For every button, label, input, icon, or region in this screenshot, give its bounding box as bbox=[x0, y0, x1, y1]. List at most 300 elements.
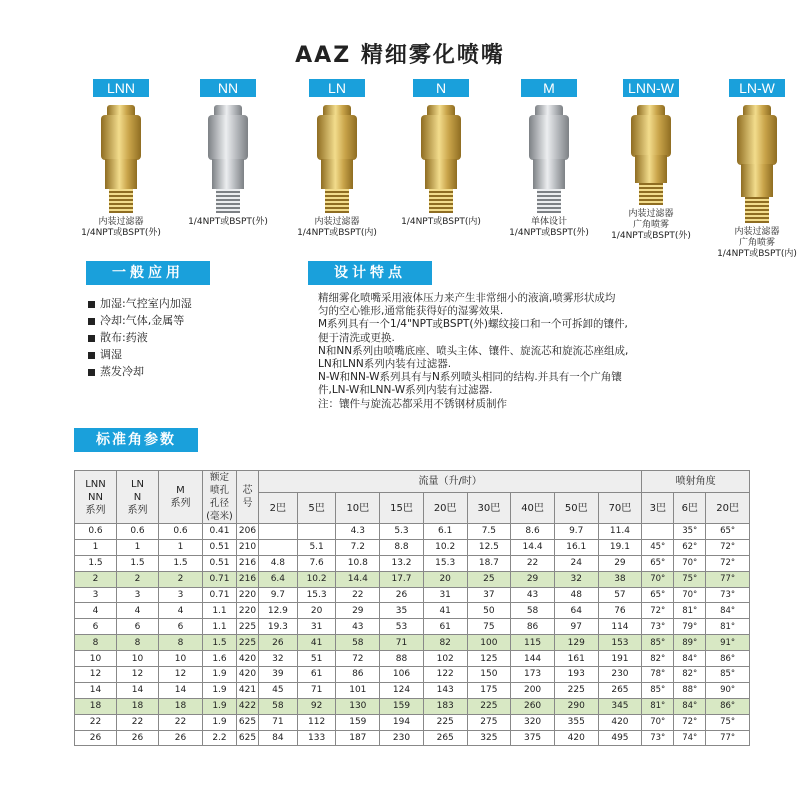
table-cell: 35° bbox=[674, 524, 706, 540]
table-cell: 4.8 bbox=[259, 555, 298, 571]
table-cell: 0.41 bbox=[203, 524, 237, 540]
application-item: 调湿 bbox=[88, 346, 288, 363]
table-cell: 29 bbox=[598, 555, 642, 571]
table-row bbox=[75, 571, 750, 587]
table-cell: 225 bbox=[467, 698, 511, 714]
table-cell: 6.4 bbox=[259, 571, 298, 587]
table-row bbox=[75, 667, 750, 683]
table-cell: 216 bbox=[237, 571, 259, 587]
table-cell: 22 bbox=[511, 555, 555, 571]
nozzle-image bbox=[204, 105, 252, 213]
table-cell bbox=[259, 539, 298, 555]
applications-title: 一般应用 bbox=[86, 261, 210, 285]
table-row bbox=[75, 651, 750, 667]
table-cell: 86 bbox=[511, 619, 555, 635]
table-cell: 143 bbox=[423, 682, 467, 698]
applications-list bbox=[88, 295, 288, 380]
product-caption: 内装过滤器 1/4NPT或BSPT(外) bbox=[81, 217, 161, 238]
table-cell: 71 bbox=[380, 635, 424, 651]
table-cell: 265 bbox=[598, 682, 642, 698]
table-cell: 90° bbox=[706, 682, 750, 698]
table-cell: 76 bbox=[598, 603, 642, 619]
table-cell: 4 bbox=[117, 603, 159, 619]
table-cell: 81° bbox=[642, 698, 674, 714]
table-cell: 14 bbox=[75, 682, 117, 698]
col-header-angle: 喷射角度 bbox=[642, 471, 750, 493]
table-cell: 79° bbox=[674, 619, 706, 635]
table-cell: 5.3 bbox=[380, 524, 424, 540]
table-cell: 122 bbox=[423, 667, 467, 683]
table-cell: 32 bbox=[554, 571, 598, 587]
table-cell: 265 bbox=[423, 730, 467, 746]
table-cell: 86° bbox=[706, 651, 750, 667]
nozzle-image bbox=[417, 105, 465, 213]
table-cell: 84 bbox=[259, 730, 298, 746]
table-cell: 1 bbox=[75, 539, 117, 555]
flow-pressure-header: 2巴 bbox=[259, 493, 298, 524]
table-cell: 32 bbox=[259, 651, 298, 667]
table-cell: 9.7 bbox=[554, 524, 598, 540]
table-cell: 420 bbox=[237, 651, 259, 667]
table-cell: 53 bbox=[380, 619, 424, 635]
table-cell: 97 bbox=[554, 619, 598, 635]
table-cell: 86° bbox=[706, 698, 750, 714]
table-cell: 193 bbox=[554, 667, 598, 683]
table-row bbox=[75, 635, 750, 651]
table-cell: 112 bbox=[297, 714, 336, 730]
table-cell: 0.71 bbox=[203, 587, 237, 603]
flow-pressure-header: 30巴 bbox=[467, 493, 511, 524]
table-cell: 320 bbox=[511, 714, 555, 730]
table-cell: 62° bbox=[674, 539, 706, 555]
table-cell: 375 bbox=[511, 730, 555, 746]
table-cell: 6.1 bbox=[423, 524, 467, 540]
table-cell: 26 bbox=[75, 730, 117, 746]
table-cell: 6 bbox=[159, 619, 203, 635]
nozzle-image bbox=[627, 105, 675, 205]
application-item: 冷却:气体,金属等 bbox=[88, 312, 288, 329]
table-cell: 14.4 bbox=[511, 539, 555, 555]
table-row bbox=[75, 714, 750, 730]
flow-pressure-header: 15巴 bbox=[380, 493, 424, 524]
product-caption: 1/4NPT或BSPT(外) bbox=[188, 217, 268, 227]
table-cell: 495 bbox=[598, 730, 642, 746]
table-cell: 43 bbox=[336, 619, 380, 635]
table-cell: 260 bbox=[511, 698, 555, 714]
table-cell: 31 bbox=[423, 587, 467, 603]
product-tag: LN bbox=[309, 79, 365, 97]
table-cell: 10.2 bbox=[423, 539, 467, 555]
table-cell: 17.7 bbox=[380, 571, 424, 587]
table-title: 标准角参数 bbox=[74, 428, 198, 452]
table-cell: 10 bbox=[159, 651, 203, 667]
table-cell: 114 bbox=[598, 619, 642, 635]
table-cell: 230 bbox=[380, 730, 424, 746]
product-lnn bbox=[66, 78, 176, 239]
table-cell: 10 bbox=[117, 651, 159, 667]
table-cell: 22 bbox=[75, 714, 117, 730]
design-features bbox=[318, 292, 718, 411]
table-cell: 78° bbox=[642, 667, 674, 683]
table-cell: 420 bbox=[237, 667, 259, 683]
table-cell: 86 bbox=[336, 667, 380, 683]
angle-pressure-header: 6巴 bbox=[674, 493, 706, 524]
table-cell: 1 bbox=[117, 539, 159, 555]
table-cell: 0.6 bbox=[159, 524, 203, 540]
table-cell: 159 bbox=[336, 714, 380, 730]
table-cell: 290 bbox=[554, 698, 598, 714]
table-cell: 130 bbox=[336, 698, 380, 714]
table-cell: 19.1 bbox=[598, 539, 642, 555]
table-cell: 0.71 bbox=[203, 571, 237, 587]
table-cell: 175 bbox=[467, 682, 511, 698]
col-header-orifice: 额定 喷孔 孔径 (毫米) bbox=[203, 471, 237, 524]
table-cell bbox=[642, 524, 674, 540]
table-cell: 19.3 bbox=[259, 619, 298, 635]
table-cell: 64 bbox=[554, 603, 598, 619]
table-row bbox=[75, 730, 750, 746]
design-line: 件,LN-W和LNN-W系列内装有过滤器. bbox=[318, 384, 493, 397]
product-nn bbox=[173, 78, 283, 228]
table-cell: 159 bbox=[380, 698, 424, 714]
table-cell: 6 bbox=[117, 619, 159, 635]
table-cell: 3 bbox=[159, 587, 203, 603]
parameter-table bbox=[74, 470, 750, 746]
table-cell: 71 bbox=[297, 682, 336, 698]
table-cell: 4 bbox=[75, 603, 117, 619]
table-cell: 91° bbox=[706, 635, 750, 651]
table-cell: 72° bbox=[642, 603, 674, 619]
col-header-lnn: LNN NN 系列 bbox=[75, 471, 117, 524]
table-cell: 1.9 bbox=[203, 714, 237, 730]
table-cell: 12 bbox=[75, 667, 117, 683]
table-cell: 1.5 bbox=[75, 555, 117, 571]
table-cell: 7.6 bbox=[297, 555, 336, 571]
table-cell: 77° bbox=[706, 730, 750, 746]
table-cell: 85° bbox=[706, 667, 750, 683]
table-cell: 8 bbox=[75, 635, 117, 651]
table-cell: 25 bbox=[467, 571, 511, 587]
table-cell: 161 bbox=[554, 651, 598, 667]
table-cell: 24 bbox=[554, 555, 598, 571]
table-cell: 183 bbox=[423, 698, 467, 714]
table-cell: 43 bbox=[511, 587, 555, 603]
table-cell: 84° bbox=[706, 603, 750, 619]
product-tag: LN-W bbox=[729, 79, 785, 97]
table-cell: 150 bbox=[467, 667, 511, 683]
table-cell: 71 bbox=[259, 714, 298, 730]
table-cell: 173 bbox=[511, 667, 555, 683]
table-cell: 77° bbox=[706, 571, 750, 587]
table-cell bbox=[259, 524, 298, 540]
table-cell: 73° bbox=[642, 730, 674, 746]
table-cell: 1 bbox=[159, 539, 203, 555]
table-cell: 2.2 bbox=[203, 730, 237, 746]
table-cell: 41 bbox=[423, 603, 467, 619]
table-cell: 51 bbox=[297, 651, 336, 667]
table-cell: 70° bbox=[642, 571, 674, 587]
application-item: 蒸发冷却 bbox=[88, 363, 288, 380]
table-row bbox=[75, 682, 750, 698]
table-cell: 220 bbox=[237, 587, 259, 603]
table-cell: 70° bbox=[674, 555, 706, 571]
table-cell: 129 bbox=[554, 635, 598, 651]
col-header-ln: LN N 系列 bbox=[117, 471, 159, 524]
table-cell: 101 bbox=[336, 682, 380, 698]
table-cell: 72° bbox=[706, 555, 750, 571]
table-cell: 10 bbox=[75, 651, 117, 667]
design-line: 匀的空心锥形,通常能获得好的湿雾效果. bbox=[318, 305, 504, 318]
table-cell: 102 bbox=[423, 651, 467, 667]
flow-pressure-header: 10巴 bbox=[336, 493, 380, 524]
table-cell: 70° bbox=[642, 714, 674, 730]
product-m bbox=[494, 78, 604, 239]
design-title: 设计特点 bbox=[308, 261, 432, 285]
table-cell: 220 bbox=[237, 603, 259, 619]
table-cell: 191 bbox=[598, 651, 642, 667]
design-line: M系列具有一个1/4"NPT或BSPT(外)螺纹接口和一个可拆卸的镶件, bbox=[318, 318, 628, 331]
table-cell: 29 bbox=[336, 603, 380, 619]
table-cell: 133 bbox=[297, 730, 336, 746]
table-cell: 22 bbox=[117, 714, 159, 730]
table-cell: 50 bbox=[467, 603, 511, 619]
table-cell: 422 bbox=[237, 698, 259, 714]
table-cell: 61 bbox=[423, 619, 467, 635]
table-cell: 45° bbox=[642, 539, 674, 555]
table-cell: 41 bbox=[297, 635, 336, 651]
table-cell: 144 bbox=[511, 651, 555, 667]
product-gallery bbox=[66, 78, 797, 259]
table-cell: 73° bbox=[706, 587, 750, 603]
design-line: LN和LNN系列内装有过滤器. bbox=[318, 358, 452, 371]
nozzle-image bbox=[525, 105, 573, 213]
table-cell: 61 bbox=[297, 667, 336, 683]
table-cell: 5.1 bbox=[297, 539, 336, 555]
table-cell: 82° bbox=[674, 667, 706, 683]
table-cell: 16.1 bbox=[554, 539, 598, 555]
table-row bbox=[75, 539, 750, 555]
product-tag: LNN bbox=[93, 79, 149, 97]
table-cell: 18.7 bbox=[467, 555, 511, 571]
table-cell: 225 bbox=[237, 635, 259, 651]
table-cell: 8.8 bbox=[380, 539, 424, 555]
table-cell: 84° bbox=[674, 698, 706, 714]
table-cell: 72° bbox=[706, 539, 750, 555]
table-cell: 1.1 bbox=[203, 619, 237, 635]
table-cell: 1.6 bbox=[203, 651, 237, 667]
table-cell: 92 bbox=[297, 698, 336, 714]
table-cell: 72° bbox=[674, 714, 706, 730]
product-tag: NN bbox=[200, 79, 256, 97]
design-line: 精细雾化喷嘴采用液体压力来产生非常细小的液滴,喷雾形状成均 bbox=[318, 292, 616, 304]
table-cell: 31 bbox=[297, 619, 336, 635]
table-cell: 57 bbox=[598, 587, 642, 603]
table-cell: 75° bbox=[674, 571, 706, 587]
table-cell: 29 bbox=[511, 571, 555, 587]
table-cell: 625 bbox=[237, 714, 259, 730]
table-row bbox=[75, 603, 750, 619]
table-cell: 45 bbox=[259, 682, 298, 698]
flow-pressure-header: 20巴 bbox=[423, 493, 467, 524]
table-cell bbox=[297, 524, 336, 540]
table-cell: 1.5 bbox=[203, 635, 237, 651]
table-cell: 0.6 bbox=[75, 524, 117, 540]
table-cell: 125 bbox=[467, 651, 511, 667]
nozzle-image bbox=[97, 105, 145, 213]
table-cell: 216 bbox=[237, 555, 259, 571]
flow-pressure-header: 70巴 bbox=[598, 493, 642, 524]
table-cell: 81° bbox=[706, 619, 750, 635]
col-header-core: 芯 号 bbox=[237, 471, 259, 524]
table-cell: 1.5 bbox=[117, 555, 159, 571]
table-cell: 10.8 bbox=[336, 555, 380, 571]
table-cell: 13.2 bbox=[380, 555, 424, 571]
table-cell: 38 bbox=[598, 571, 642, 587]
product-caption: 内装过滤器 广角喷雾 1/4NPT或BSPT(外) bbox=[611, 209, 691, 241]
table-cell: 153 bbox=[598, 635, 642, 651]
product-n bbox=[386, 78, 496, 228]
table-cell: 72 bbox=[336, 651, 380, 667]
table-cell: 3 bbox=[117, 587, 159, 603]
nozzle-image bbox=[313, 105, 361, 213]
table-cell: 225 bbox=[423, 714, 467, 730]
table-cell: 81° bbox=[674, 603, 706, 619]
table-cell: 75 bbox=[467, 619, 511, 635]
table-cell: 48 bbox=[554, 587, 598, 603]
table-cell: 18 bbox=[75, 698, 117, 714]
table-cell: 14 bbox=[117, 682, 159, 698]
angle-pressure-header: 3巴 bbox=[642, 493, 674, 524]
table-cell: 12.5 bbox=[467, 539, 511, 555]
table-cell: 275 bbox=[467, 714, 511, 730]
application-item: 加湿:气控室内加湿 bbox=[88, 295, 288, 312]
table-cell: 420 bbox=[554, 730, 598, 746]
flow-pressure-header: 5巴 bbox=[297, 493, 336, 524]
table-row bbox=[75, 555, 750, 571]
table-cell: 7.2 bbox=[336, 539, 380, 555]
table-cell: 1.9 bbox=[203, 682, 237, 698]
table-cell: 85° bbox=[642, 635, 674, 651]
flow-pressure-header: 40巴 bbox=[511, 493, 555, 524]
table-cell: 18 bbox=[159, 698, 203, 714]
table-cell: 85° bbox=[642, 682, 674, 698]
table-cell: 74° bbox=[674, 730, 706, 746]
table-cell: 420 bbox=[598, 714, 642, 730]
table-cell: 65° bbox=[642, 555, 674, 571]
nozzle-image bbox=[733, 105, 781, 223]
table-cell: 2 bbox=[159, 571, 203, 587]
table-cell: 58 bbox=[336, 635, 380, 651]
design-line: N和NN系列由喷嘴底座、喷头主体、镶件、旋流芯和旋流芯座组成, bbox=[318, 344, 629, 357]
table-row bbox=[75, 587, 750, 603]
table-cell: 84° bbox=[674, 651, 706, 667]
product-tag: N bbox=[413, 79, 469, 97]
table-cell: 2 bbox=[117, 571, 159, 587]
table-cell: 625 bbox=[237, 730, 259, 746]
table-cell: 82° bbox=[642, 651, 674, 667]
table-cell: 8 bbox=[159, 635, 203, 651]
table-cell: 8 bbox=[117, 635, 159, 651]
table-cell: 421 bbox=[237, 682, 259, 698]
table-cell: 26 bbox=[380, 587, 424, 603]
table-cell: 115 bbox=[511, 635, 555, 651]
table-cell: 18 bbox=[117, 698, 159, 714]
table-cell: 200 bbox=[511, 682, 555, 698]
table-cell: 4 bbox=[159, 603, 203, 619]
design-line: 注：镶件与旋流芯都采用不锈钢材质制作 bbox=[318, 397, 507, 410]
product-caption: 内装过滤器 1/4NPT或BSPT(内) bbox=[297, 217, 377, 238]
table-cell: 26 bbox=[117, 730, 159, 746]
table-cell: 82 bbox=[423, 635, 467, 651]
table-cell: 20 bbox=[423, 571, 467, 587]
table-cell: 14 bbox=[159, 682, 203, 698]
table-cell: 65° bbox=[642, 587, 674, 603]
flow-pressure-header: 50巴 bbox=[554, 493, 598, 524]
table-cell: 12 bbox=[159, 667, 203, 683]
table-cell: 100 bbox=[467, 635, 511, 651]
table-row bbox=[75, 619, 750, 635]
table-cell: 1.1 bbox=[203, 603, 237, 619]
table-cell: 2 bbox=[75, 571, 117, 587]
table-cell: 58 bbox=[259, 698, 298, 714]
table-cell: 325 bbox=[467, 730, 511, 746]
table-cell: 15.3 bbox=[297, 587, 336, 603]
table-cell: 230 bbox=[598, 667, 642, 683]
table-cell: 9.7 bbox=[259, 587, 298, 603]
table-cell: 35 bbox=[380, 603, 424, 619]
table-cell: 0.51 bbox=[203, 555, 237, 571]
table-cell: 26 bbox=[159, 730, 203, 746]
product-caption: 单体设计 1/4NPT或BSPT(外) bbox=[509, 217, 589, 238]
application-item: 散布:药液 bbox=[88, 329, 288, 346]
table-cell: 88° bbox=[674, 682, 706, 698]
table-cell: 206 bbox=[237, 524, 259, 540]
table-cell: 0.51 bbox=[203, 539, 237, 555]
design-line: 便于清洗或更换. bbox=[318, 331, 395, 344]
table-cell: 70° bbox=[674, 587, 706, 603]
product-lnn-w bbox=[596, 78, 706, 242]
table-cell: 88 bbox=[380, 651, 424, 667]
table-cell: 22 bbox=[336, 587, 380, 603]
table-cell: 124 bbox=[380, 682, 424, 698]
table-cell: 22 bbox=[159, 714, 203, 730]
table-cell: 65° bbox=[706, 524, 750, 540]
col-header-flow: 流量（升/时） bbox=[259, 471, 642, 493]
table-cell: 10.2 bbox=[297, 571, 336, 587]
product-tag: M bbox=[521, 79, 577, 97]
table-cell: 187 bbox=[336, 730, 380, 746]
table-cell: 1.9 bbox=[203, 667, 237, 683]
table-row bbox=[75, 524, 750, 540]
table-cell: 12 bbox=[117, 667, 159, 683]
table-cell: 20 bbox=[297, 603, 336, 619]
table-cell: 4.3 bbox=[336, 524, 380, 540]
angle-pressure-header: 20巴 bbox=[706, 493, 750, 524]
table-cell: 89° bbox=[674, 635, 706, 651]
table-cell: 345 bbox=[598, 698, 642, 714]
product-caption: 内装过滤器 广角喷雾 1/4NPT或BSPT(内) bbox=[717, 227, 797, 259]
table-cell: 0.6 bbox=[117, 524, 159, 540]
product-ln-w bbox=[702, 78, 800, 260]
table-cell: 3 bbox=[75, 587, 117, 603]
product-caption: 1/4NPT或BSPT(内) bbox=[401, 217, 481, 227]
page-title: AAZ 精细雾化喷嘴 bbox=[295, 43, 505, 68]
table-row bbox=[75, 698, 750, 714]
product-ln bbox=[282, 78, 392, 239]
col-header-m: M 系列 bbox=[159, 471, 203, 524]
table-cell: 75° bbox=[706, 714, 750, 730]
table-cell: 225 bbox=[237, 619, 259, 635]
